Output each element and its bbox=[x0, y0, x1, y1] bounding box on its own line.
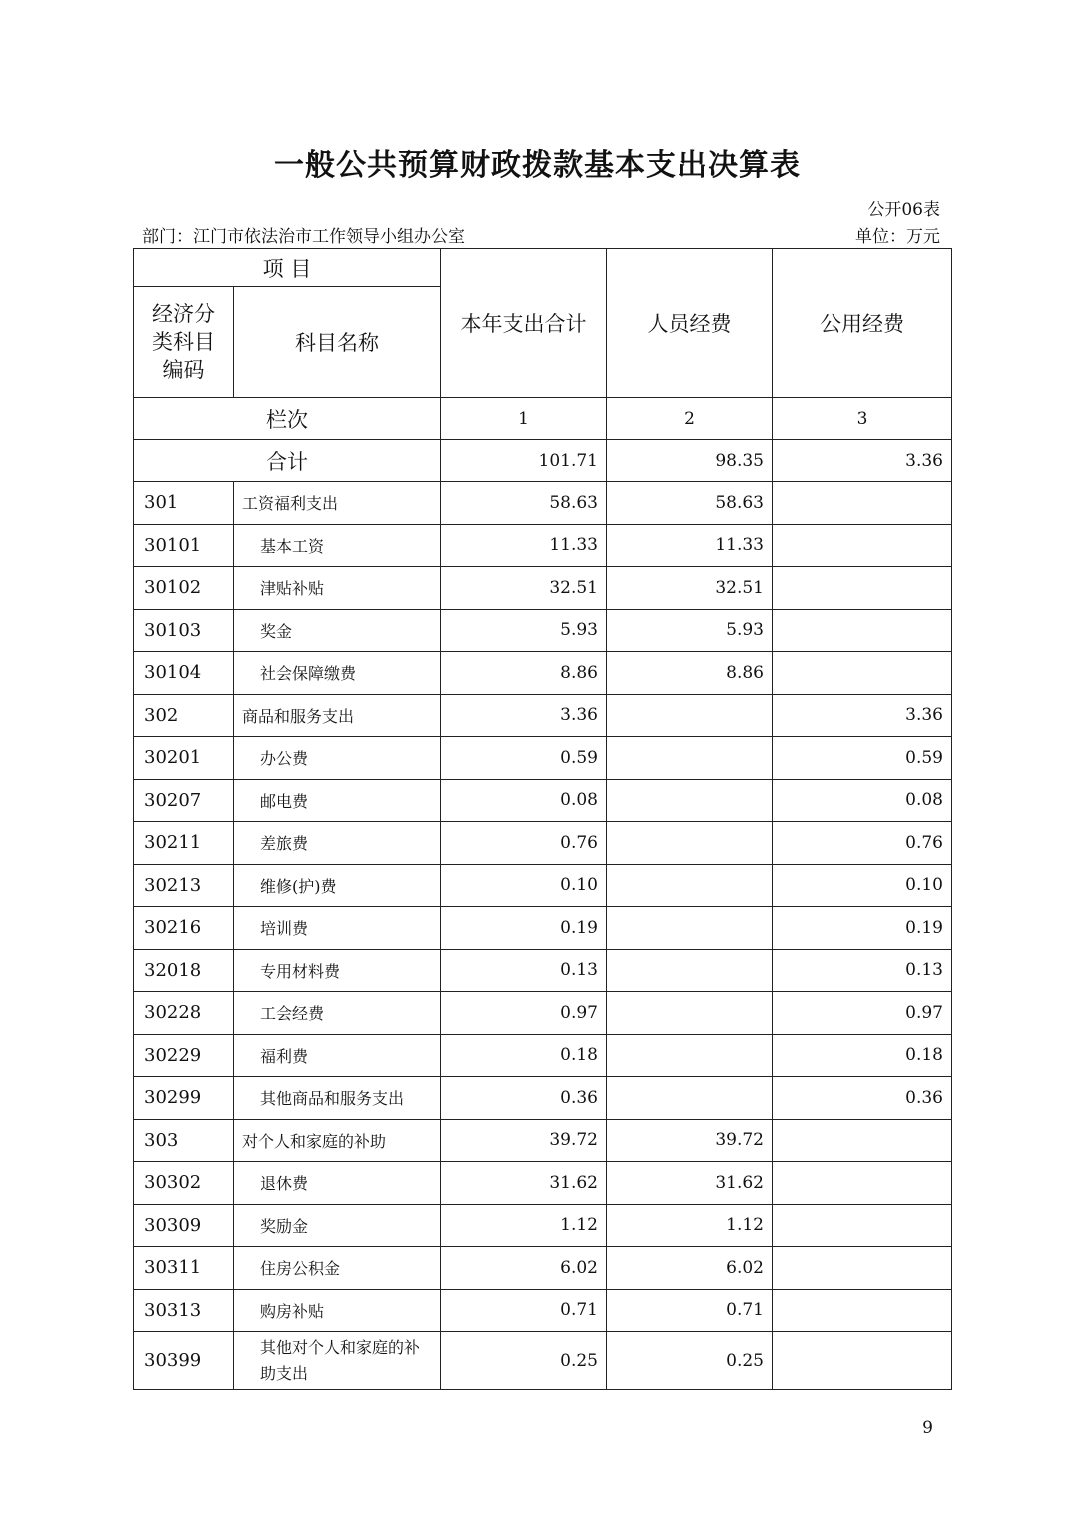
total-row-total: 101.71 bbox=[441, 440, 607, 482]
row-public: 0.59 bbox=[773, 737, 952, 780]
row-total: 0.59 bbox=[441, 737, 607, 780]
row-public bbox=[773, 1332, 952, 1390]
table-row bbox=[134, 1162, 952, 1205]
row-public bbox=[773, 482, 952, 525]
row-personnel: 0.25 bbox=[607, 1332, 773, 1390]
table-row bbox=[134, 652, 952, 695]
row-name: 工会经费 bbox=[234, 992, 441, 1035]
header-item: 项 目 bbox=[134, 249, 441, 287]
row-personnel bbox=[607, 694, 773, 737]
row-total: 0.36 bbox=[441, 1077, 607, 1120]
row-public: 0.36 bbox=[773, 1077, 952, 1120]
row-public: 0.76 bbox=[773, 822, 952, 865]
row-public bbox=[773, 1204, 952, 1247]
row-name: 基本工资 bbox=[234, 524, 441, 567]
row-personnel bbox=[607, 1077, 773, 1120]
header-public: 公用经费 bbox=[773, 249, 952, 398]
form-number: 公开06表 bbox=[867, 200, 940, 220]
row-total: 5.93 bbox=[441, 609, 607, 652]
row-total: 58.63 bbox=[441, 482, 607, 525]
row-personnel bbox=[607, 907, 773, 950]
row-total: 0.18 bbox=[441, 1034, 607, 1077]
table-row bbox=[134, 1077, 952, 1120]
row-code: 302 bbox=[134, 694, 234, 737]
row-code: 30229 bbox=[134, 1034, 234, 1077]
table-row bbox=[134, 949, 952, 992]
table-row bbox=[134, 694, 952, 737]
row-code: 30309 bbox=[134, 1204, 234, 1247]
expenditure-table bbox=[133, 248, 952, 1390]
column-number-1: 1 bbox=[441, 398, 607, 440]
row-public: 0.10 bbox=[773, 864, 952, 907]
row-name: 商品和服务支出 bbox=[234, 694, 441, 737]
row-name: 工资福利支出 bbox=[234, 482, 441, 525]
row-name: 购房补贴 bbox=[234, 1289, 441, 1332]
row-personnel: 5.93 bbox=[607, 609, 773, 652]
row-total: 0.13 bbox=[441, 949, 607, 992]
row-total: 0.25 bbox=[441, 1332, 607, 1390]
row-public: 0.97 bbox=[773, 992, 952, 1035]
row-total: 8.86 bbox=[441, 652, 607, 695]
row-public bbox=[773, 609, 952, 652]
header-personnel: 人员经费 bbox=[607, 249, 773, 398]
row-code: 30299 bbox=[134, 1077, 234, 1120]
row-name: 专用材料费 bbox=[234, 949, 441, 992]
table-row bbox=[134, 779, 952, 822]
row-total: 6.02 bbox=[441, 1247, 607, 1290]
page-title: 一般公共预算财政拨款基本支出决算表 bbox=[274, 148, 801, 183]
row-public: 3.36 bbox=[773, 694, 952, 737]
row-code: 32018 bbox=[134, 949, 234, 992]
row-total: 32.51 bbox=[441, 567, 607, 610]
row-total: 1.12 bbox=[441, 1204, 607, 1247]
row-personnel bbox=[607, 864, 773, 907]
row-personnel: 31.62 bbox=[607, 1162, 773, 1205]
row-total: 11.33 bbox=[441, 524, 607, 567]
row-public bbox=[773, 1162, 952, 1205]
row-code: 30201 bbox=[134, 737, 234, 780]
column-number-2: 2 bbox=[607, 398, 773, 440]
table-row bbox=[134, 1332, 952, 1390]
row-code: 30103 bbox=[134, 609, 234, 652]
row-personnel bbox=[607, 822, 773, 865]
column-row-label: 栏次 bbox=[134, 398, 441, 440]
row-public bbox=[773, 567, 952, 610]
row-personnel: 32.51 bbox=[607, 567, 773, 610]
total-row-label: 合计 bbox=[134, 440, 441, 482]
table-row bbox=[134, 822, 952, 865]
row-name: 其他商品和服务支出 bbox=[234, 1077, 441, 1120]
row-personnel bbox=[607, 949, 773, 992]
page-number: 9 bbox=[922, 1418, 933, 1438]
row-public: 0.19 bbox=[773, 907, 952, 950]
table-row bbox=[134, 567, 952, 610]
row-personnel: 6.02 bbox=[607, 1247, 773, 1290]
total-row-personnel: 98.35 bbox=[607, 440, 773, 482]
row-total: 31.62 bbox=[441, 1162, 607, 1205]
row-code: 30228 bbox=[134, 992, 234, 1035]
row-code: 30102 bbox=[134, 567, 234, 610]
row-code: 30313 bbox=[134, 1289, 234, 1332]
row-personnel: 0.71 bbox=[607, 1289, 773, 1332]
table-row bbox=[134, 1289, 952, 1332]
row-name: 维修(护)费 bbox=[234, 864, 441, 907]
row-total: 0.97 bbox=[441, 992, 607, 1035]
row-code: 30207 bbox=[134, 779, 234, 822]
row-name: 奖励金 bbox=[234, 1204, 441, 1247]
row-personnel bbox=[607, 992, 773, 1035]
table-row bbox=[134, 524, 952, 567]
row-public: 0.08 bbox=[773, 779, 952, 822]
header-name: 科目名称 bbox=[234, 287, 441, 398]
row-public: 0.13 bbox=[773, 949, 952, 992]
department-label: 部门：江门市依法治市工作领导小组办公室 bbox=[142, 227, 465, 247]
table-row bbox=[134, 1034, 952, 1077]
row-name: 办公费 bbox=[234, 737, 441, 780]
row-total: 3.36 bbox=[441, 694, 607, 737]
row-total: 0.08 bbox=[441, 779, 607, 822]
table-row bbox=[134, 864, 952, 907]
row-public bbox=[773, 652, 952, 695]
table-row bbox=[134, 907, 952, 950]
row-personnel bbox=[607, 737, 773, 780]
row-code: 30216 bbox=[134, 907, 234, 950]
row-public bbox=[773, 1119, 952, 1162]
column-number-3: 3 bbox=[773, 398, 952, 440]
table-row bbox=[134, 992, 952, 1035]
table-row bbox=[134, 609, 952, 652]
table-row bbox=[134, 1247, 952, 1290]
row-code: 30213 bbox=[134, 864, 234, 907]
table-row bbox=[134, 737, 952, 780]
row-code: 30211 bbox=[134, 822, 234, 865]
row-code: 30311 bbox=[134, 1247, 234, 1290]
row-personnel bbox=[607, 1034, 773, 1077]
header-code: 经济分类科目编码 bbox=[134, 287, 234, 398]
row-code: 30104 bbox=[134, 652, 234, 695]
row-name: 津贴补贴 bbox=[234, 567, 441, 610]
row-personnel bbox=[607, 779, 773, 822]
row-public bbox=[773, 1247, 952, 1290]
table-row bbox=[134, 1204, 952, 1247]
row-name: 差旅费 bbox=[234, 822, 441, 865]
row-personnel: 1.12 bbox=[607, 1204, 773, 1247]
row-total: 39.72 bbox=[441, 1119, 607, 1162]
row-code: 30101 bbox=[134, 524, 234, 567]
row-code: 30399 bbox=[134, 1332, 234, 1390]
row-total: 0.71 bbox=[441, 1289, 607, 1332]
header-total: 本年支出合计 bbox=[441, 249, 607, 398]
row-total: 0.19 bbox=[441, 907, 607, 950]
row-code: 30302 bbox=[134, 1162, 234, 1205]
table-row bbox=[134, 1119, 952, 1162]
unit-label: 单位：万元 bbox=[855, 227, 940, 247]
row-total: 0.10 bbox=[441, 864, 607, 907]
row-personnel: 8.86 bbox=[607, 652, 773, 695]
row-name: 培训费 bbox=[234, 907, 441, 950]
row-name: 住房公积金 bbox=[234, 1247, 441, 1290]
table-row bbox=[134, 482, 952, 525]
row-name: 奖金 bbox=[234, 609, 441, 652]
row-name: 退休费 bbox=[234, 1162, 441, 1205]
row-public bbox=[773, 524, 952, 567]
row-name: 福利费 bbox=[234, 1034, 441, 1077]
row-personnel: 58.63 bbox=[607, 482, 773, 525]
row-public bbox=[773, 1289, 952, 1332]
row-total: 0.76 bbox=[441, 822, 607, 865]
row-code: 301 bbox=[134, 482, 234, 525]
row-name: 对个人和家庭的补助 bbox=[234, 1119, 441, 1162]
row-personnel: 11.33 bbox=[607, 524, 773, 567]
row-public: 0.18 bbox=[773, 1034, 952, 1077]
row-name: 社会保障缴费 bbox=[234, 652, 441, 695]
total-row-public: 3.36 bbox=[773, 440, 952, 482]
row-personnel: 39.72 bbox=[607, 1119, 773, 1162]
row-name: 其他对个人和家庭的补助支出 bbox=[234, 1332, 441, 1390]
row-name: 邮电费 bbox=[234, 779, 441, 822]
row-code: 303 bbox=[134, 1119, 234, 1162]
